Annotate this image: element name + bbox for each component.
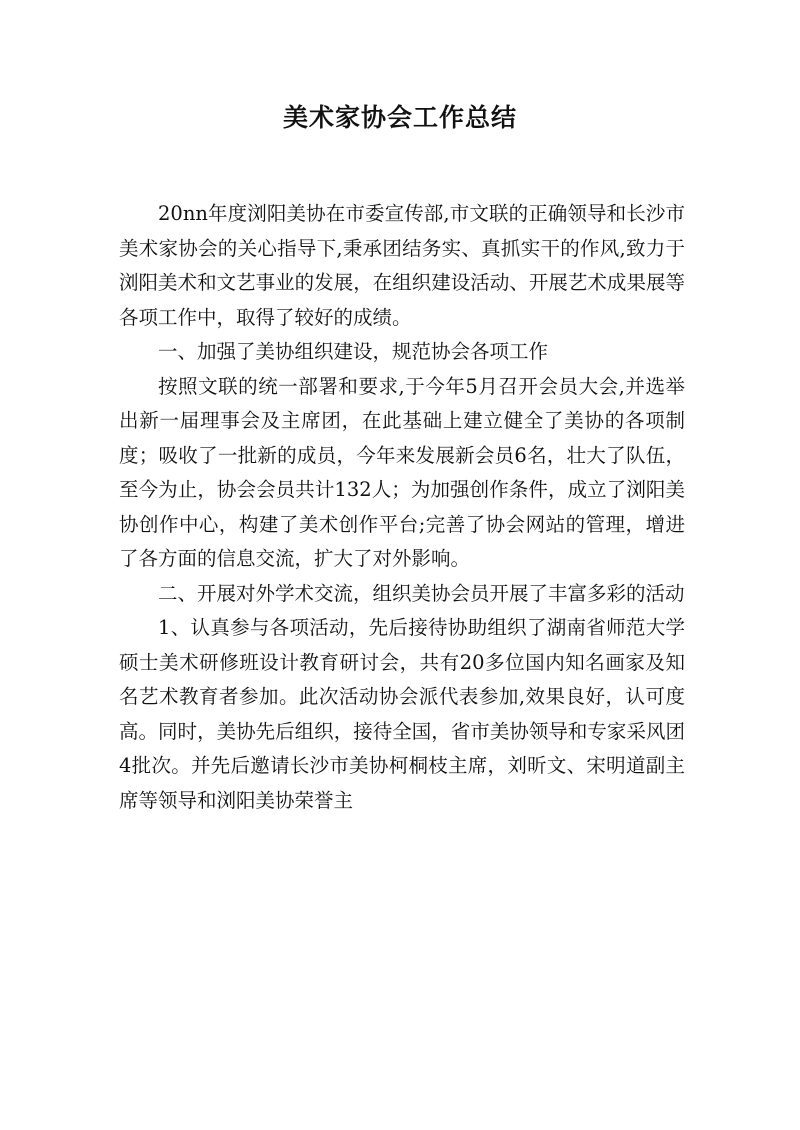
document-title: 美术家协会工作总结 [282, 103, 517, 132]
section-1-paragraph: 按照文联的统一部署和要求,于今年5月召开会员大会,并选举出新一届理事会及主席团，在此基础上建立健全了美协的各项制度；吸收了一批新的成员，今年来发展新会员6名，壮大了队伍，至今为止，协会会员共计132人；为加强创作条件，成立了浏阳美协创作中心，构建了美术创作平台;完善了协会网站的管理，增进了各方面的信息交流，扩大了对外影响。 [119, 374, 685, 570]
intro-paragraph: 20nn年度浏阳美协在市委宣传部,市文联的正确领导和长沙市美术家协会的关心指导下,秉承团结务实、真抓实干的作风,致力于浏阳美术和文艺事业的发展，在组织建设活动、开展艺术成果展等各项工作中，取得了较好的成绩。 [119, 202, 685, 329]
document-body [119, 197, 685, 818]
section-2-paragraph-1: 1、认真参与各项活动，先后接待协助组织了湖南省师范大学硕士美术研修班设计教育研讨会，共有20多位国内知名画家及知名艺术教育者参加。此次活动协会派代表参加,效果良好，认可度高。同时，美协先后组织，接待全国，省市美协领导和专家采风团4批次。并先后邀请长沙市美协柯桐枝主席，刘昕文、宋明道副主席等领导和浏阳美协荣誉主 [119, 616, 685, 812]
section-heading-2: 二、开展对外学术交流，组织美协会员开展了丰富多彩的活动 [158, 581, 685, 605]
section-heading-1: 一、加强了美协组织建设，规范协会各项工作 [158, 340, 549, 363]
